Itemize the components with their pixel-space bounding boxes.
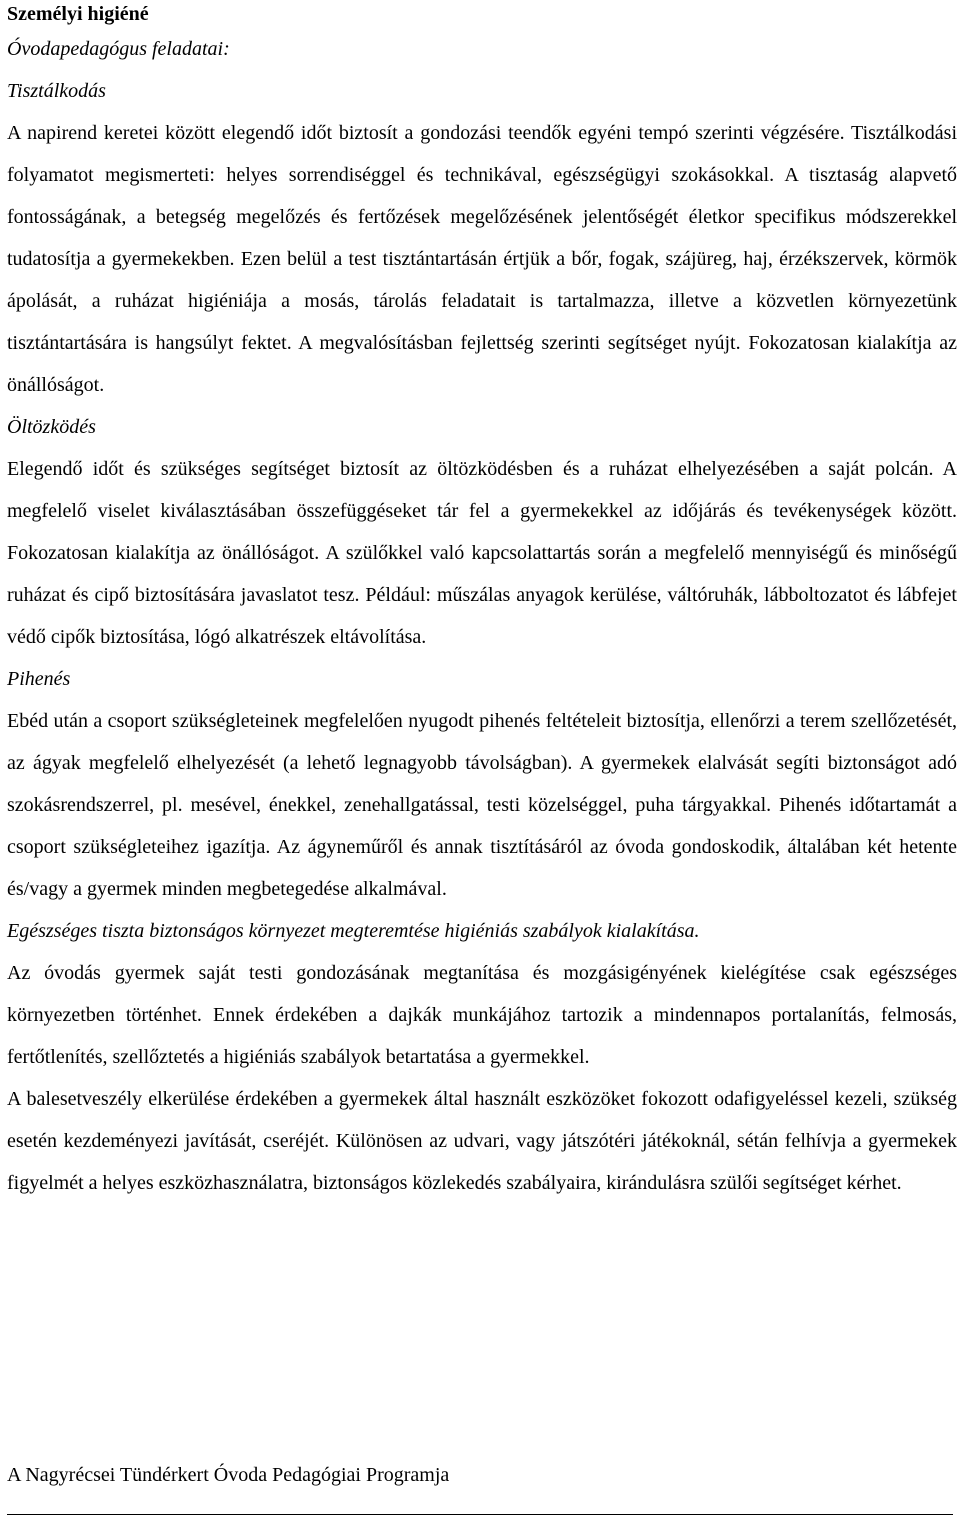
section-subtitle-kornyezet: Egészséges tiszta biztonságos környezet megteremtése higiéniás szabályok kialakítása. [7, 920, 700, 942]
section-subtitle-pihenes: Pihenés [7, 668, 71, 690]
paragraph-kornyezet: Az óvodás gyermek saját testi gondozásának megtanítása és mozgásigényének kielégítése csak egészséges környezetben történhet. Ennek érdekében a dajkák munkájához tartozik a mindennapos portalanítás, felmosás, fertőtlenítés, szellőztetés a higiéniás szabályok betartatása a gyermekkel. [7, 962, 957, 1068]
section-subtitle-tisztalkodas: Tisztálkodás [7, 80, 106, 102]
footer-divider [7, 1514, 953, 1515]
section-subtitle-teacher-tasks: Óvodapedagógus feladatai: [7, 38, 230, 60]
paragraph-pihenes: Ebéd után a csoport szükségleteinek megfelelően nyugodt pihenés feltételeit biztosítja, ellenőrzi a terem szellőzetését, az ágyak megfelelő elhelyezését (a lehető legnagyobb távolságban). A gyermekek elalvását segíti biztonságot adó szokásrendszerrel, pl. mesével, énekkel, zenehallgatással, testi közelséggel, puha tárgyakkal. Pihenés időtartamát a csoport szükségleteihez igazítja. Az ágyneműről és annak tisztításáról az óvoda gondoskodik, általában két hetente és/vagy a gyermek minden megbetegedése alkalmával. [7, 710, 957, 900]
paragraph-oltozkodes: Elegendő időt és szükséges segítséget biztosít az öltözködésben és a ruházat elhelyezésében a saját polcán. A megfelelő viselet kiválasztásában összefüggéseket tár fel a gyermekekkel az időjárás és tevékenységek között. Fokozatosan kialakítja az önállóságot. A szülőkkel való kapcsolattartás során a megfelelő mennyiségű és minőségű ruházat és cipő biztosítására javaslatot tesz. Például: műszálas anyagok kerülése, váltóruhák, lábboltozatot és lábfejet védő cipők biztosítása, lógó alkatrészek eltávolítása. [7, 458, 957, 648]
paragraph-balesetveszely: A balesetveszély elkerülése érdekében a gyermekek által használt eszközöket fokozott odafigyeléssel kezeli, szükség esetén kezdeményezi javítását, cseréjét. Különösen az udvari, vagy játszótéri játékoknál, sétán felhívja a gyermekek figyelmét a helyes eszközhasználatra, biztonságos közlekedés szabályaira, kirándulásra szülői segítséget kérhet. [7, 1088, 957, 1194]
section-subtitle-oltozkodes: Öltözködés [7, 416, 96, 438]
document-page [7, 0, 957, 1204]
paragraph-tisztalkodas: A napirend keretei között elegendő időt biztosít a gondozási teendők egyéni tempó szerinti végzésére. Tisztálkodási folyamatot megismerteti: helyes sorrendiséggel és technikával, egészségügyi szokásokkal. A tisztaság alapvető fontosságának, a betegség megelőzés és fertőzések megelőzésének jelentőségét életkor specifikus módszerekkel tudatosítja a gyermekekben. Ezen belül a test tisztántartásán értjük a bőr, fogak, szájüreg, haj, érzékszervek, körmök ápolását, a ruházat higiéniája a mosás, tárolás feladatait is tartalmazza, illetve a közvetlen környezetünk tisztántartására is hangsúlyt fektet. A megvalósításban fejlettség szerinti segítséget nyújt. Fokozatosan kialakítja az önállóságot. [7, 122, 957, 396]
page-title: Személyi higiéné [7, 3, 149, 25]
page-footer-text: A Nagyrécsei Tündérkert Óvoda Pedagógiai Programja [7, 1464, 450, 1486]
